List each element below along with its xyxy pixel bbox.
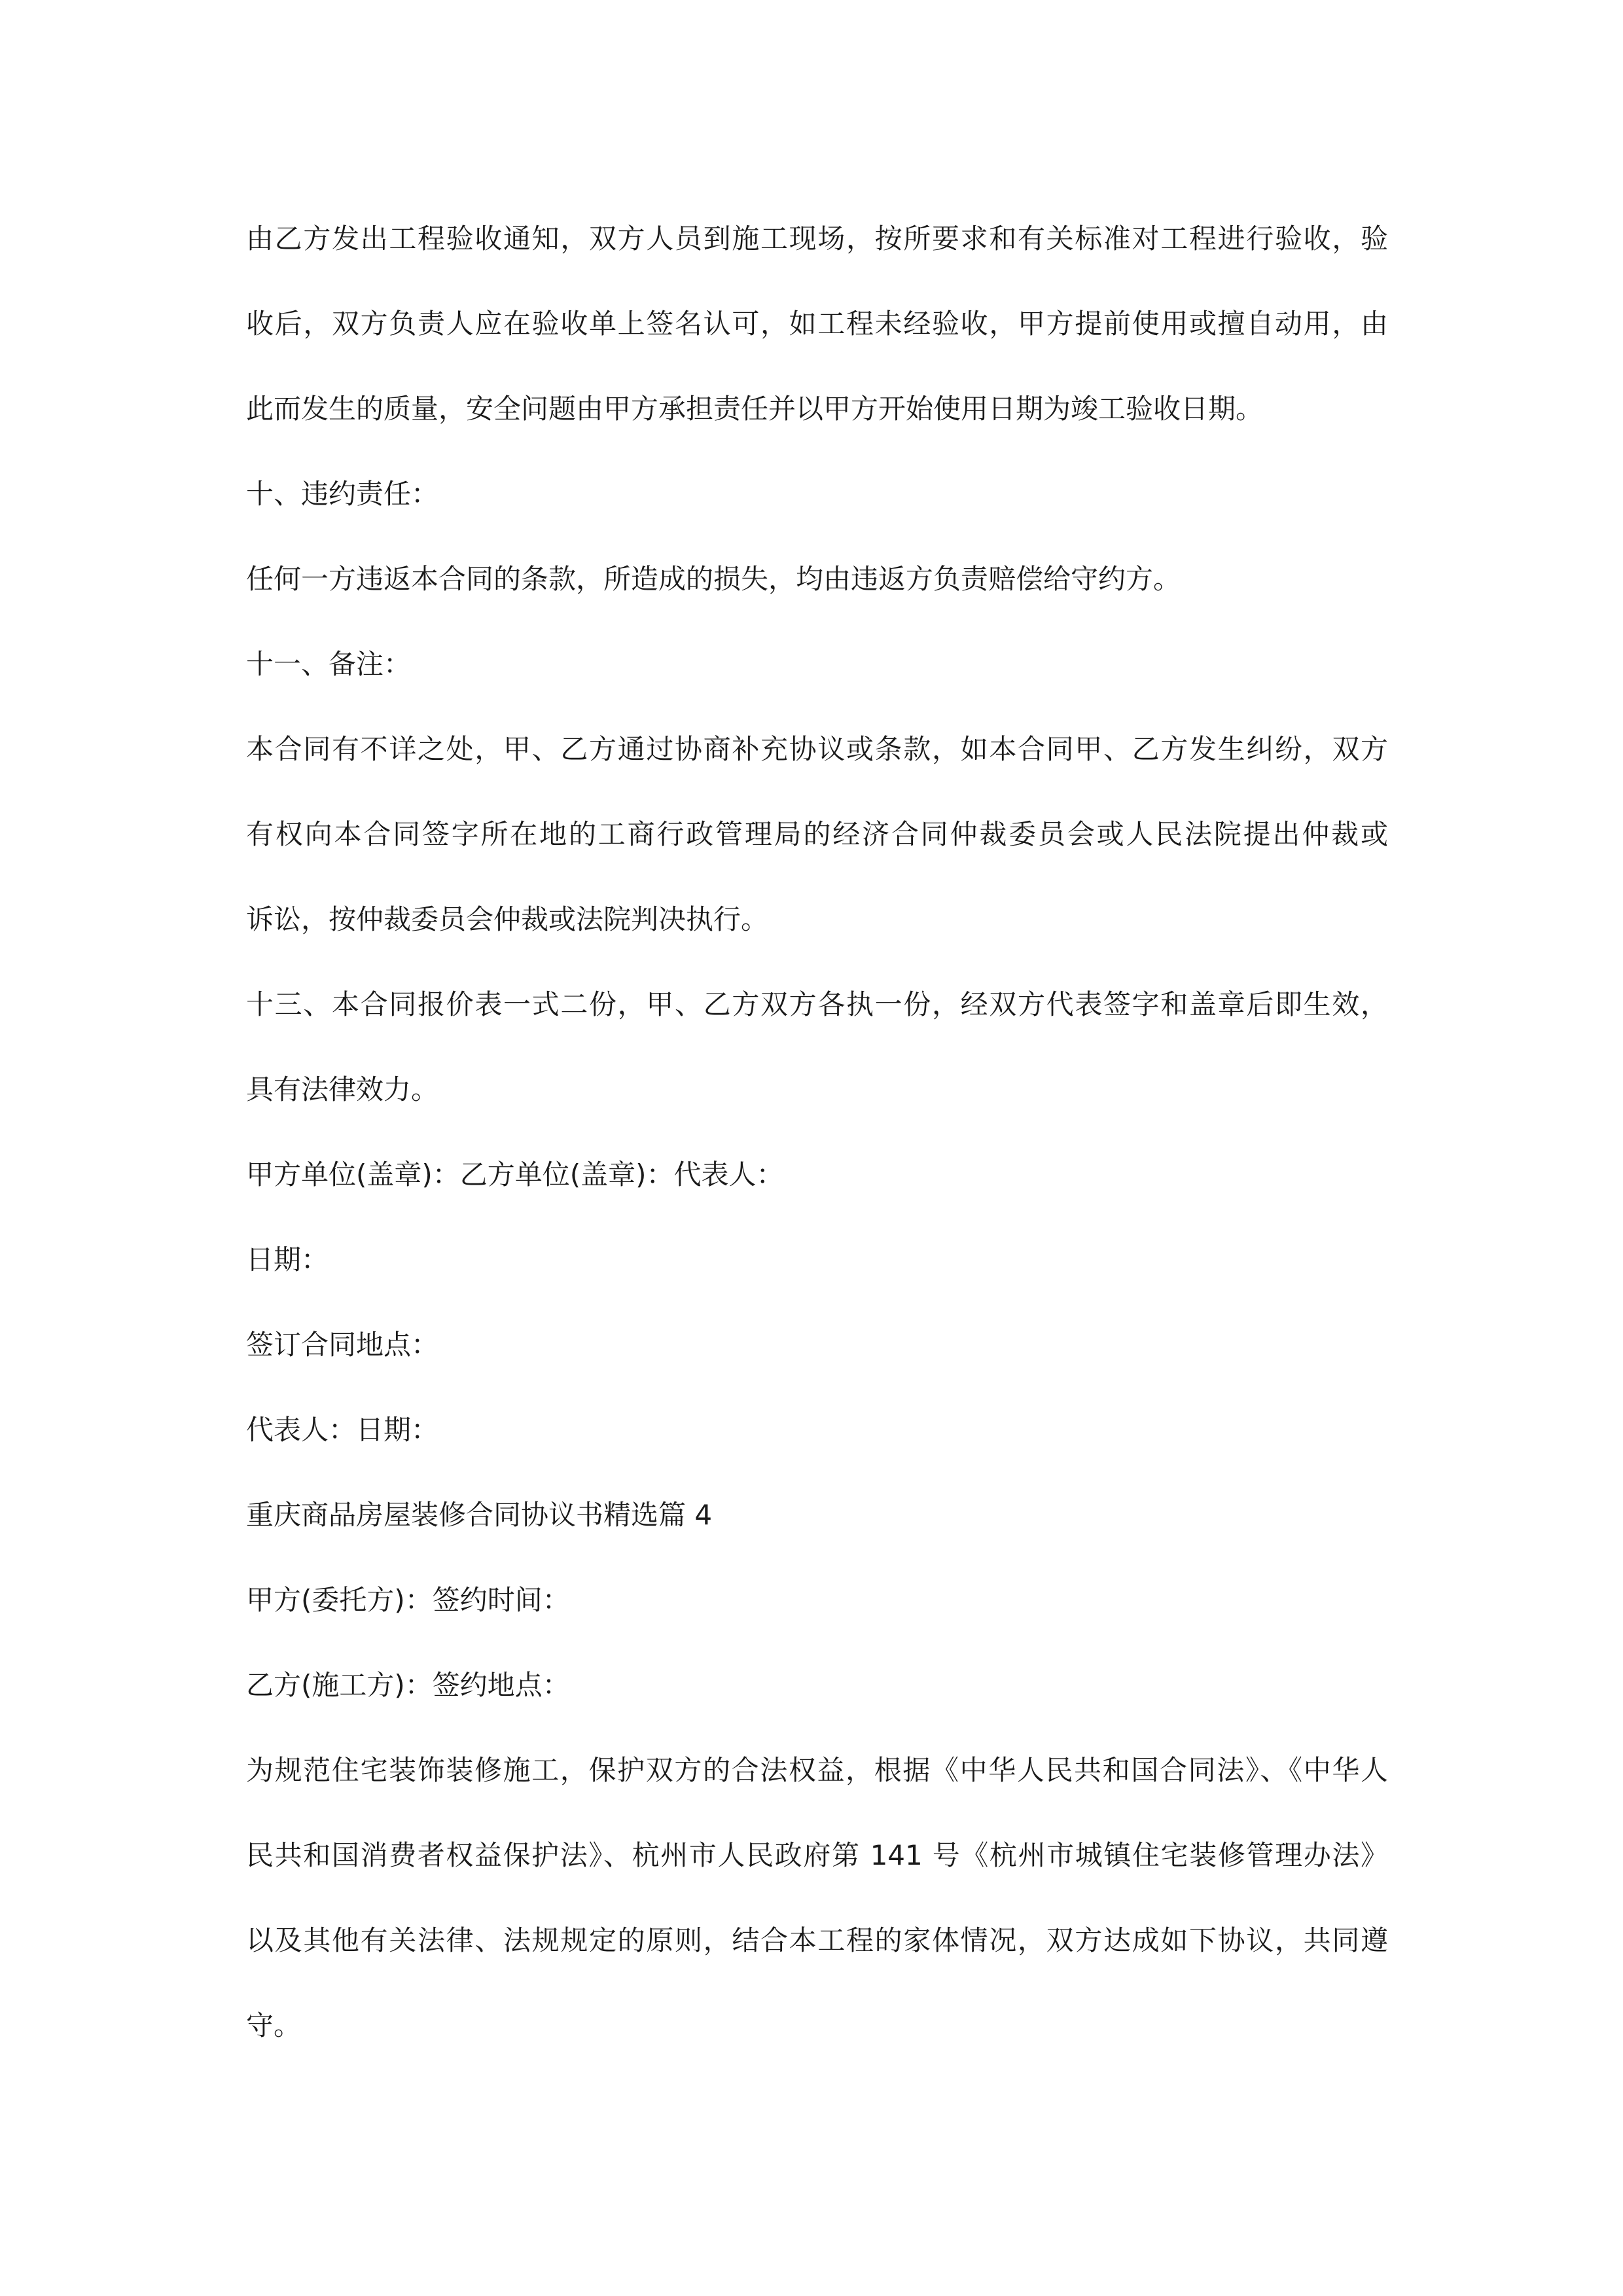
representative-line: 代表人：日期： <box>246 1414 439 1446</box>
text-line: 有权向本合同签字所在地的工商行政管理局的经济合同仲裁委员会或人民法院提出仲裁或 <box>246 818 1388 850</box>
text-line: 任何一方违返本合同的条款，所造成的损失，均由违返方负责赔偿给守约方。 <box>246 563 1181 595</box>
text-line: 民共和国消费者权益保护法》、杭州市人民政府第 141 号《杭州市城镇住宅装修管理办法》 <box>246 1839 1388 1871</box>
text-line: 本合同有不详之处，甲、乙方通过协商补充协议或条款，如本合同甲、乙方发生纠纷，双方 <box>246 733 1388 765</box>
section-heading: 十一、备注： <box>246 648 412 680</box>
text-line: 十三、本合同报价表一式二份，甲、乙方双方各执一份，经双方代表签字和盖章后即生效， <box>246 988 1388 1020</box>
date-line: 日期： <box>246 1244 329 1276</box>
text-line: 以及其他有关法律、法规规定的原则，结合本工程的家体情况，双方达成如下协议，共同遵 <box>246 1924 1388 1956</box>
party-a-line: 甲方(委托方)：签约时间： <box>246 1584 570 1616</box>
location-line: 签订合同地点： <box>246 1329 439 1361</box>
signature-line: 甲方单位(盖章)：乙方单位(盖章)：代表人： <box>246 1158 784 1191</box>
section-heading: 十、违约责任： <box>246 478 439 510</box>
text-line: 由乙方发出工程验收通知，双方人员到施工现场，按所要求和有关标准对工程进行验收，验 <box>246 223 1388 255</box>
document-body <box>246 196 1388 2068</box>
text-line: 为规范住宅装饰装修施工，保护双方的合法权益，根据《中华人民共和国合同法》、《中华人 <box>246 1754 1388 1786</box>
text-line: 具有法律效力。 <box>246 1073 439 1105</box>
party-b-line: 乙方(施工方)：签约地点： <box>246 1669 570 1701</box>
text-line: 守。 <box>246 2009 302 2041</box>
text-line: 诉讼，按仲裁委员会仲裁或法院判决执行。 <box>246 903 769 935</box>
text-line: 此而发生的质量，安全问题由甲方承担责任并以甲方开始使用日期为竣工验收日期。 <box>246 393 1264 425</box>
article-title: 重庆商品房屋装修合同协议书精选篇 4 <box>246 1499 713 1531</box>
text-line: 收后，双方负责人应在验收单上签名认可，如工程未经验收，甲方提前使用或擅自动用，由 <box>246 308 1388 340</box>
